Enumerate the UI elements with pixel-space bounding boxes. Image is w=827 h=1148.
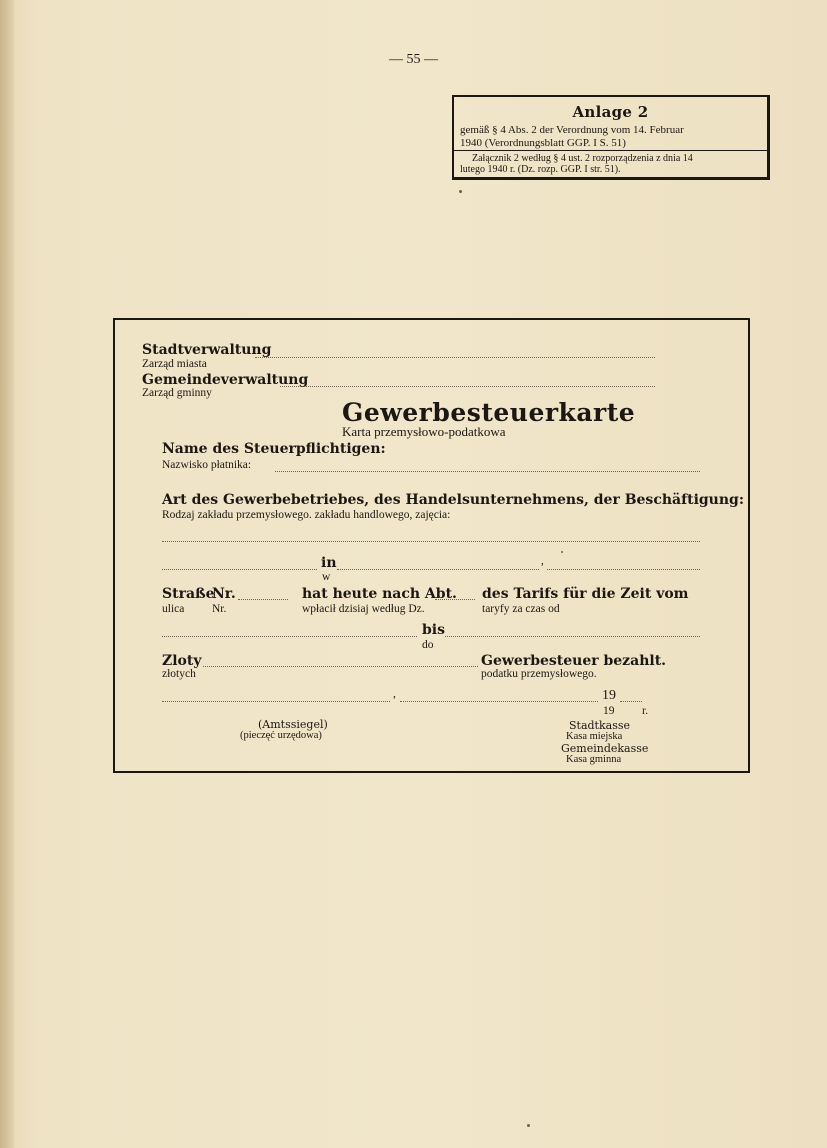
art-field[interactable] <box>162 541 700 542</box>
name-field[interactable] <box>275 471 700 472</box>
paper-speck <box>561 551 563 553</box>
bis-pl-label: do <box>422 639 434 651</box>
page-binding-edge <box>0 0 14 1148</box>
bis-label: bis <box>422 622 445 638</box>
form-subtitle: Karta przemysłowo-podatkowa <box>342 424 506 439</box>
nr-label: Nr. <box>212 586 236 602</box>
period-to-field[interactable] <box>445 636 700 637</box>
art-label: Art des Gewerbebetriebes, des Handelsunternehmens, der Beschäftigung: <box>162 492 744 508</box>
period-from-field[interactable] <box>162 636 417 637</box>
year-field[interactable] <box>620 701 642 702</box>
anlage-de-line1: gemäß § 4 Abs. 2 der Verordnung vom 14. Februar <box>460 124 684 136</box>
gemeindeverwaltung-pl-label: Zarząd gminny <box>142 387 212 399</box>
gemeindekasse-label: Gemeindekasse <box>561 742 649 755</box>
paper-speck <box>459 190 462 193</box>
gemeindekasse-pl-label: Kasa gminna <box>566 754 622 765</box>
bezahlt-pl-label: podatku przemysłowego. <box>481 668 597 680</box>
tarif-label: des Tarifs für die Zeit vom <box>482 586 689 602</box>
strasse-label: Straße <box>162 586 215 602</box>
art-pl-label: Rodzaj zakładu przemysłowego. zakładu handlowego, zajęcia: <box>162 509 451 521</box>
hat-pl-label: wpłacił dzisiaj według Dz. <box>302 603 425 615</box>
bezahlt-label: Gewerbesteuer bezahlt. <box>481 653 667 669</box>
amtssiegel-pl-label: (pieczęć urzędowa) <box>240 730 322 741</box>
stadtverwaltung-label: Stadtverwaltung <box>142 342 272 358</box>
zloty-label: Zloty <box>162 653 202 669</box>
anlage-title: Anlage 2 <box>572 103 649 121</box>
payment-date-field[interactable] <box>400 701 598 702</box>
tax-card-form <box>113 318 750 773</box>
year-pl-prefix: 19 <box>603 705 615 717</box>
in-label: in <box>321 555 337 571</box>
gemeindeverwaltung-field[interactable] <box>280 386 655 387</box>
amount-field[interactable] <box>203 666 478 667</box>
name-pl-label: Nazwisko płatnika: <box>162 459 252 471</box>
year-pl-suffix: r. <box>642 705 649 717</box>
comma-sep: , <box>541 555 544 567</box>
year-prefix: 19 <box>602 688 616 703</box>
date-field[interactable] <box>547 569 700 570</box>
strasse-pl-label: ulica <box>162 603 185 615</box>
abt-field[interactable] <box>435 599 475 600</box>
stadtkasse-pl-label: Kasa miejska <box>566 731 623 742</box>
gemeindeverwaltung-label: Gemeindeverwaltung <box>142 372 309 388</box>
amtssiegel-label: (Amtssiegel) <box>258 718 328 731</box>
anlage-pl-line2: lutego 1940 r. (Dz. rozp. GGP. I str. 51). <box>460 164 621 175</box>
nr-pl-label: Nr. <box>212 603 227 615</box>
anlage-divider <box>454 150 767 151</box>
in-pl-label: w <box>322 571 331 583</box>
paper-speck <box>527 1124 530 1127</box>
hat-label: hat heute nach Abt. <box>302 586 457 602</box>
location-field-left[interactable] <box>162 569 317 570</box>
anlage-pl-line1: Załącznik 2 według § 4 ust. 2 rozporządzenia z dnia 14 <box>472 153 693 164</box>
form-title: Gewerbesteuerkarte <box>342 398 636 427</box>
place-field[interactable] <box>337 569 539 570</box>
stadtverwaltung-field[interactable] <box>255 357 655 358</box>
stadtkasse-label: Stadtkasse <box>569 719 630 732</box>
date-comma-sep: , <box>393 688 396 700</box>
stadtverwaltung-pl-label: Zarząd miasta <box>142 358 207 370</box>
name-label: Name des Steuerpflichtigen: <box>162 441 386 457</box>
tarif-pl-label: taryfy za czas od <box>482 603 560 615</box>
page-number: — 55 — <box>389 52 438 67</box>
anlage-box <box>452 95 770 180</box>
payment-place-field[interactable] <box>162 701 390 702</box>
anlage-de-line2: 1940 (Verordnungsblatt GGP. I S. 51) <box>460 137 626 149</box>
nr-field[interactable] <box>238 599 288 600</box>
zloty-pl-label: złotych <box>162 668 196 680</box>
